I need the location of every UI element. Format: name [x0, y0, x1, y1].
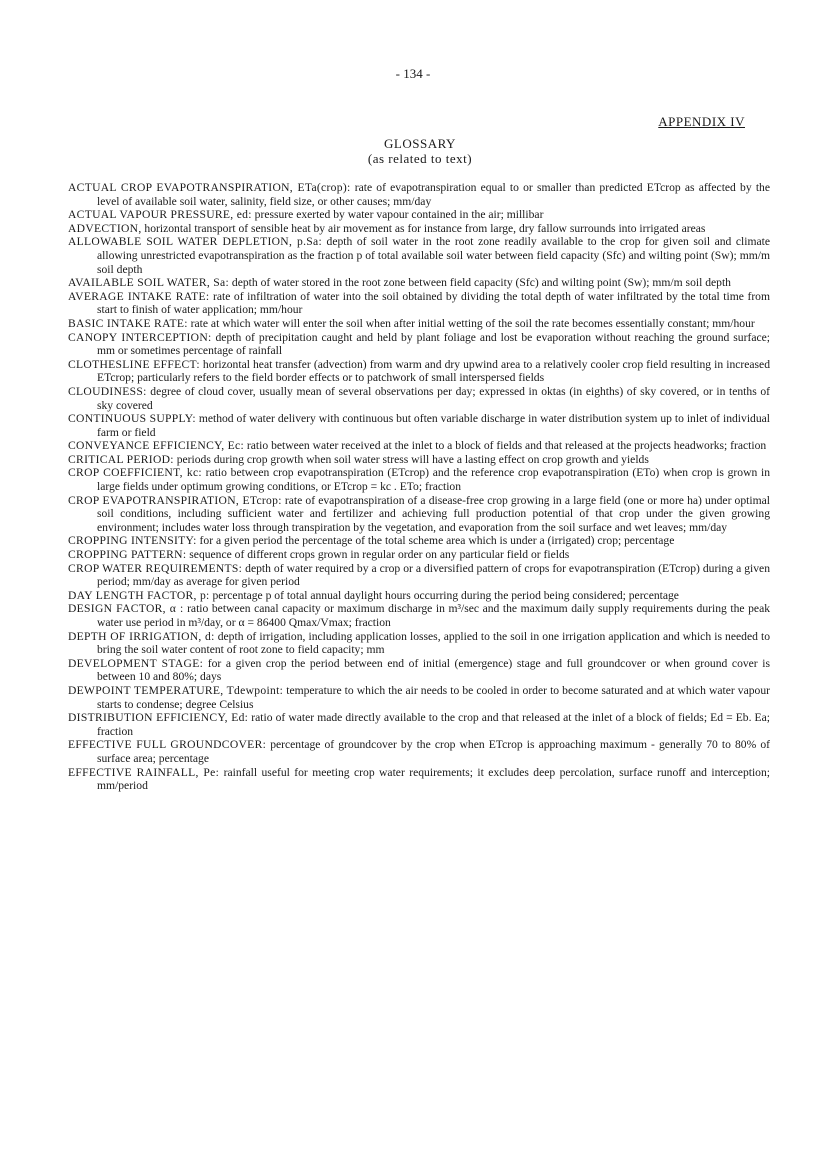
glossary-entry [68, 684, 770, 711]
glossary-entry [68, 290, 770, 317]
glossary-term: EFFECTIVE FULL GROUNDCOVER: [68, 738, 267, 752]
glossary-entry [68, 358, 770, 385]
glossary-definition: sequence of different crops grown in regular order on any particular field or fields [186, 548, 570, 562]
glossary-definition: for a given period the percentage of the total scheme area which is under a (irrigated) crop; percentage [196, 534, 675, 548]
glossary-term: CONTINUOUS SUPPLY: [68, 412, 196, 426]
glossary-term: DISTRIBUTION EFFICIENCY, Ed: [68, 711, 249, 725]
glossary-entry [68, 235, 770, 276]
glossary-definition: pressure exerted by water vapour contained in the air; millibar [251, 208, 544, 222]
glossary-entry [68, 657, 770, 684]
glossary-entry [68, 548, 770, 562]
glossary-definition: depth of soil water in the root zone readily available to the crop for given soil and climate allowing unrestricted evapotranspiration as the fraction p of total available soil water between field capacity (Sfc) and wilting point (Sw); mm/m soil depth [97, 235, 770, 276]
glossary-term: ALLOWABLE SOIL WATER DEPLETION, p.Sa: [68, 235, 323, 249]
glossary-entry [68, 181, 770, 208]
glossary-definition: rate of infiltration of water into the soil obtained by dividing the total depth of water infiltrated by the total time from start to finish of water application; mm/hour [97, 289, 770, 317]
glossary-definition: percentage of groundcover by the crop when ETcrop is approaching maximum - generally 70 to 80% of surface area; percentage [97, 738, 770, 765]
glossary-title: GLOSSARY [384, 136, 456, 151]
glossary-definition: degree of cloud cover, usually mean of several observations per day; expressed in oktas (in eighths) of sky covered, or in tenths of sky covered [97, 384, 770, 412]
glossary-entry [68, 385, 770, 412]
glossary-definition: rate at which water will enter the soil when after initial wetting of the soil the rate becomes essentially constant; mm/hour [187, 316, 755, 330]
glossary-definition: ratio of water made directly available to the crop and that released at the inlet of a block of fields; Ed = Eb. Ea; fraction [97, 711, 771, 738]
glossary-term: DEWPOINT TEMPERATURE, Tdewpoint: [68, 683, 284, 697]
glossary-definition: depth of precipitation caught and held by plant foliage and lost be evaporation without reaching the ground surface; mm or sometimes percentage of rainfall [97, 330, 770, 358]
glossary-term: CROP EVAPOTRANSPIRATION, ETcrop: [68, 493, 282, 507]
page-number: - 134 - [395, 66, 431, 81]
glossary-term: ACTUAL VAPOUR PRESSURE, ed: [68, 208, 252, 222]
glossary-term: AVAILABLE SOIL WATER, Sa: [68, 276, 230, 290]
glossary-entry [68, 562, 770, 589]
glossary-entries [68, 181, 770, 793]
glossary-definition: ratio between canal capacity or maximum discharge in m³/sec and the maximum daily supply requirements during the peak water use period in m³/day, or α = 86400 Qmax/Vmax; fraction [97, 602, 771, 629]
glossary-term: CONVEYANCE EFFICIENCY, Ec: [68, 439, 245, 453]
glossary-definition: horizontal heat transfer (advection) from warm and dry upwind area to a relatively cooler crop field resulting in increased ETcrop; particularly refers to the field border effects or to patchwork of small interspersed fields [97, 357, 770, 385]
glossary-entry [68, 439, 770, 453]
glossary-entry [68, 534, 770, 548]
glossary-term: CROPPING INTENSITY: [68, 534, 197, 548]
glossary-term: CROP COEFFICIENT, kc: [68, 466, 202, 480]
glossary-title-block [0, 136, 826, 166]
glossary-definition: temperature to which the air needs to be cooled in order to become saturated and at which water vapour starts to condense; degree Celsius [97, 683, 770, 711]
glossary-term: DEPTH OF IRRIGATION, d: [68, 629, 215, 643]
glossary-entry [68, 494, 770, 535]
glossary-definition: depth of water required by a crop or a diversified pattern of crops for evapotranspiration (ETcrop) during a given period; mm/day as average for given period [97, 561, 770, 589]
glossary-entry [68, 208, 770, 222]
glossary-term: BASIC INTAKE RATE: [68, 316, 188, 330]
glossary-term: CROP WATER REQUIREMENTS: [68, 561, 243, 575]
glossary-entry [68, 453, 770, 467]
glossary-term: DESIGN FACTOR, α : [68, 602, 184, 616]
glossary-definition: rainfall useful for meeting crop water requirements; it excludes deep percolation, surface runoff and interception; mm/period [97, 765, 770, 793]
glossary-definition: horizontal transport of sensible heat by air movement as for instance from large, dry fallow surrounds into irrigated areas [141, 221, 706, 235]
glossary-entry [68, 222, 770, 236]
glossary-term: DAY LENGTH FACTOR, p: [68, 588, 210, 602]
glossary-entry [68, 602, 770, 629]
glossary-entry [68, 276, 770, 290]
glossary-term: CRITICAL PERIOD: [68, 452, 174, 466]
glossary-entry [68, 589, 770, 603]
glossary-term: ACTUAL CROP EVAPOTRANSPIRATION, ETa(crop): [68, 181, 351, 194]
glossary-term: CLOUDINESS: [68, 384, 147, 398]
glossary-term: AVERAGE INTAKE RATE: [68, 289, 210, 303]
glossary-term: CANOPY INTERCEPTION: [68, 330, 212, 344]
glossary-entry [68, 711, 770, 738]
glossary-definition: periods during crop growth when soil water stress will have a lasting effect on crop growth and yields [173, 452, 649, 466]
glossary-definition: ratio between crop evapotranspiration (ETcrop) and the reference crop evapotranspiration (ETo) when crop is grown in large fields under optimum growing conditions, or ETcrop = kc . ETo; fraction [97, 466, 771, 494]
glossary-entry [68, 766, 770, 793]
glossary-entry [68, 331, 770, 358]
glossary-term: CROPPING PATTERN: [68, 548, 187, 562]
glossary-entry [68, 466, 770, 493]
glossary-entry [68, 412, 770, 439]
glossary-definition: rate of evapotranspiration of a disease-free crop growing in a large field (one or more ha) under optimal soil conditions, including sufficient water and fertilizer and achieving full production potential of that crop under the given growing environment; includes water loss through transpiration by the vegetation, and evaporation from the soil surface and wet leaves; mm/day [97, 493, 770, 534]
glossary-term: DEVELOPMENT STAGE: [68, 656, 204, 670]
glossary-term: ADVECTION, [68, 221, 142, 235]
glossary-definition: depth of irrigation, including application losses, applied to the soil in one irrigation application and which is needed to bring the soil water content of root zone to field capacity; mm [97, 629, 771, 657]
glossary-subtitle: (as related to text) [367, 151, 473, 166]
glossary-entry [68, 738, 770, 765]
appendix-heading: APPENDIX IV [658, 114, 745, 129]
glossary-definition: method of water delivery with continuous but often variable discharge in water distribution system up to inlet of individual farm or field [97, 412, 770, 439]
glossary-entry [68, 317, 770, 331]
glossary-definition: depth of water stored in the root zone between field capacity (Sfc) and wilting point (Sw); mm/m soil depth [229, 276, 731, 290]
glossary-term: CLOTHESLINE EFFECT: [68, 357, 200, 371]
glossary-term: EFFECTIVE RAINFALL, Pe: [68, 765, 220, 779]
glossary-definition: for a given crop the period between end of initial (emergence) stage and full groundcover or when ground cover is between 10 and 80%; days [97, 656, 771, 684]
glossary-definition: ratio between water received at the inlet to a block of fields and that released at the projects headworks; fraction [244, 439, 767, 453]
glossary-entry [68, 630, 770, 657]
glossary-definition: rate of evapotranspiration equal to or smaller than predicted ETcrop as affected by the level of available soil water, salinity, field size, or other causes; mm/day [97, 181, 770, 208]
glossary-definition: percentage p of total annual daylight hours occurring during the period being considered; percentage [209, 588, 679, 602]
